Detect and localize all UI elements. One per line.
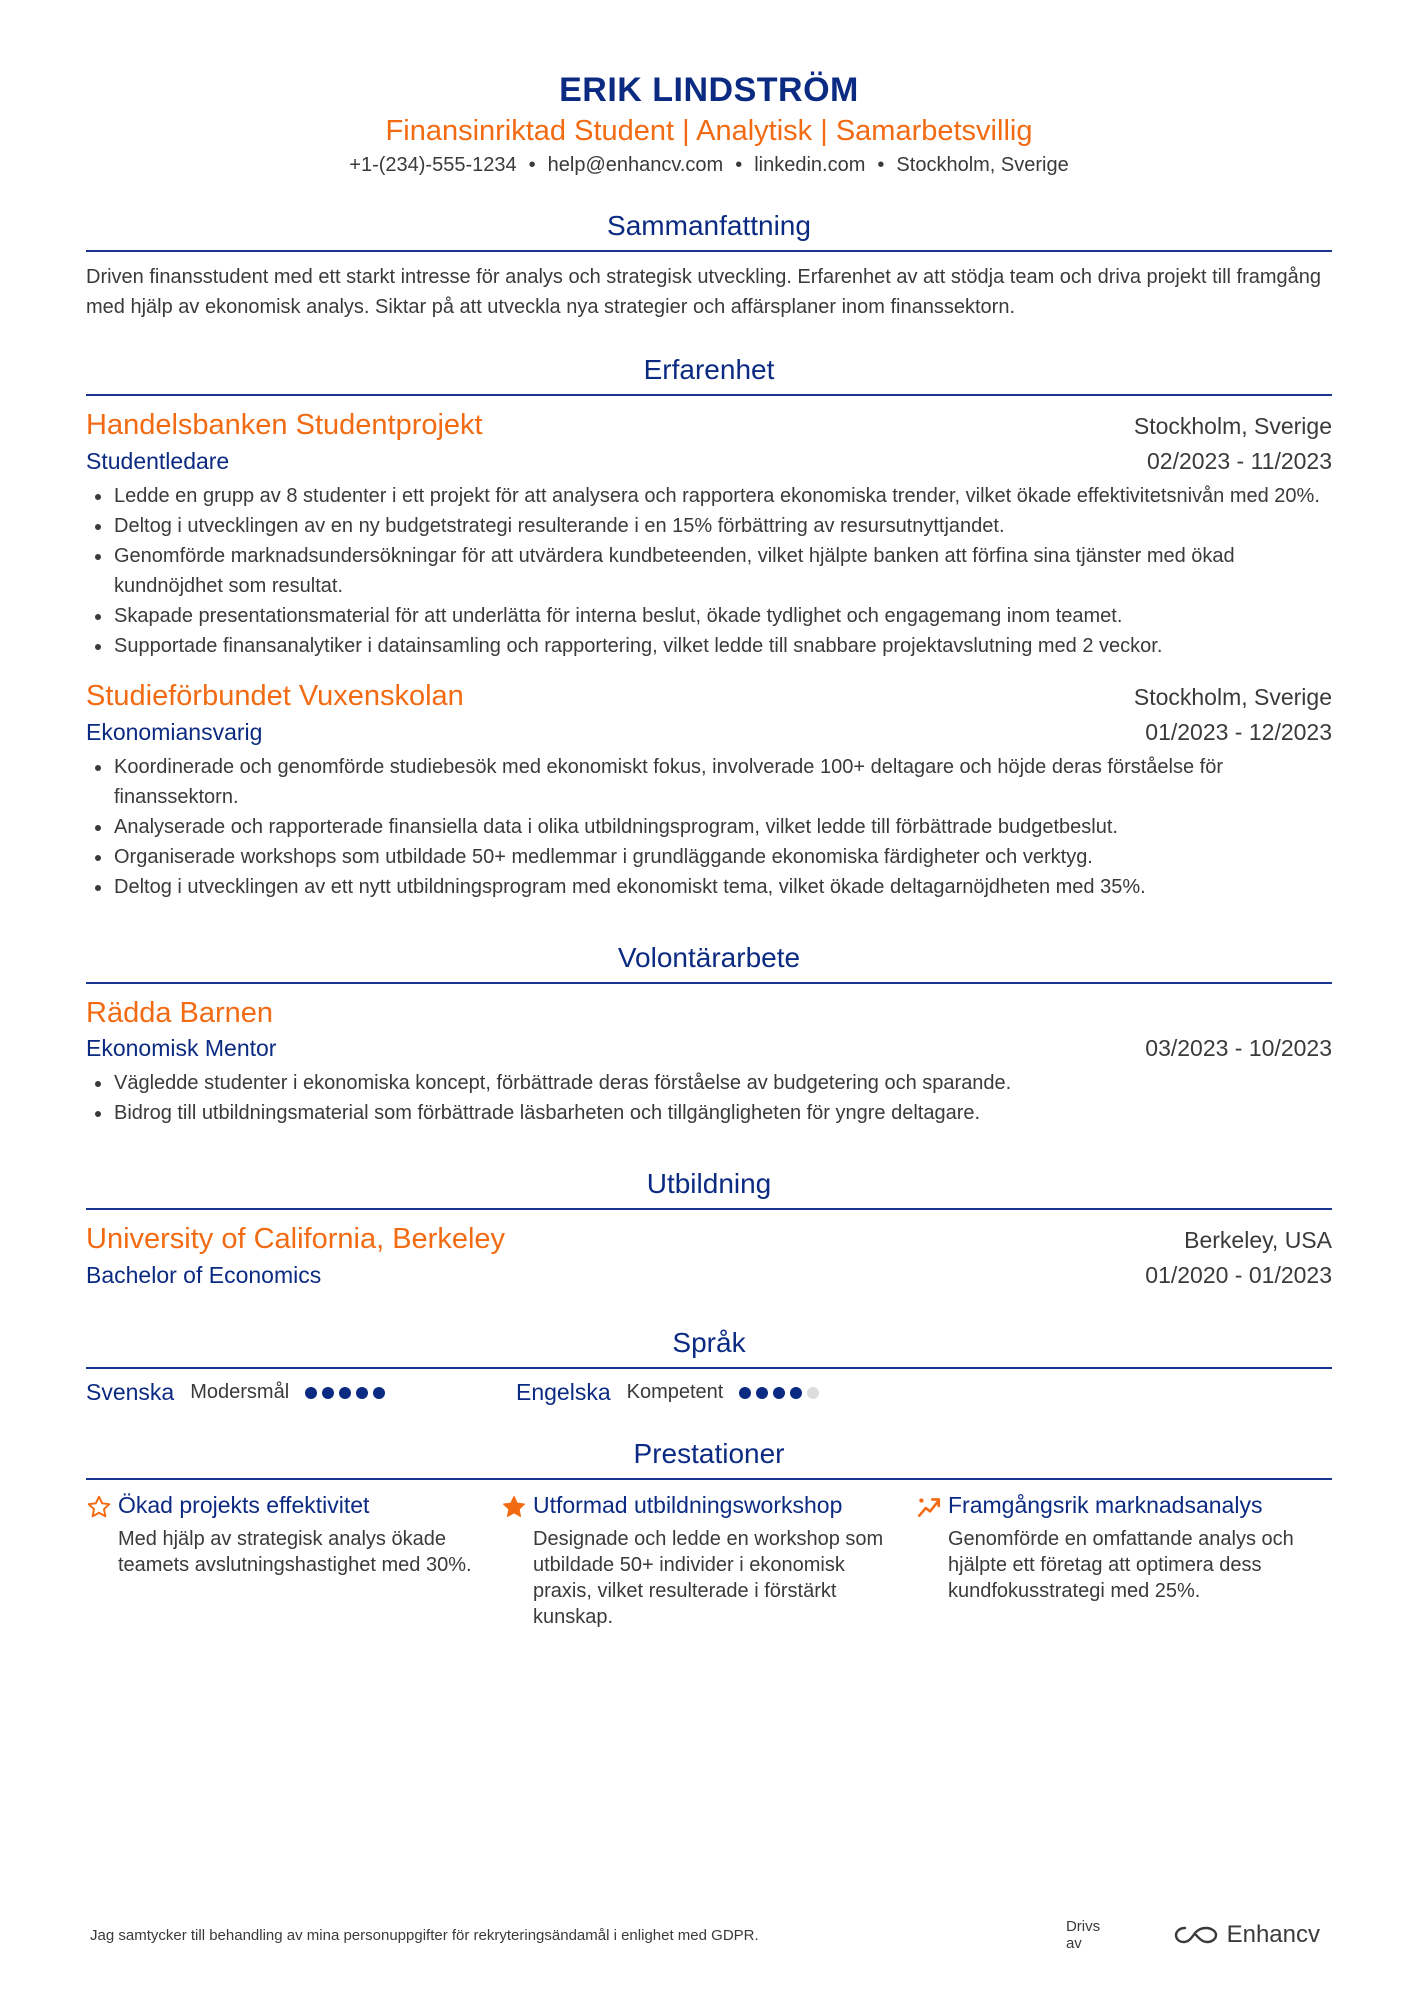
role-title: Studentledare: [86, 448, 230, 474]
achievement-desc: Designade och ledde en workshop som utbildade 50+ individer i ekonomisk praxis, vilket resulterade i förstärkt kunskap.: [533, 1528, 884, 1628]
language-item: [516, 1379, 946, 1406]
org-name: Studieförbundet Vuxenskolan: [86, 680, 464, 712]
achievement-item: [501, 1490, 916, 1630]
language-name: Engelska: [516, 1379, 611, 1405]
language-item: [86, 1379, 516, 1406]
section-title: Sammanfattning: [86, 208, 1332, 252]
bullet-item: Analyserade och rapporterade finansiella data i olika utbildningsprogram, vilket ledde till förbättrade budgetbeslut.: [86, 812, 1332, 842]
bullet-item: Organiserade workshops som utbildade 50+ medlemmar i grundläggande ekonomiska färdigheter och verktyg.: [86, 842, 1332, 872]
bullet-item: Deltog i utvecklingen av ett nytt utbildningsprogram med ekonomiskt tema, vilket ökade deltagarnöjdheten med 35%.: [86, 872, 1332, 902]
separator: •: [528, 154, 536, 176]
section-title: Utbildning: [86, 1166, 1332, 1210]
language-list: [86, 1379, 1332, 1406]
resume-page: [86, 70, 1332, 1630]
enhancv-logo-icon: [1173, 1924, 1219, 1946]
experience-entry: [86, 677, 1332, 902]
tagline: Finansinriktad Student | Analytisk | Samarbetsvillig: [385, 115, 1033, 147]
bullet-item: Ledde en grupp av 8 studenter i ett projekt för att analysera och rapportera ekonomiska trender, vilket ökade effektivitetsnivån med 20%.: [86, 481, 1332, 511]
contact-line: [86, 152, 1332, 178]
brand-name: Enhancv: [1226, 1921, 1320, 1948]
separator: •: [735, 154, 743, 176]
role-title: Ekonomisk Mentor: [86, 1035, 277, 1061]
summary-section: [86, 208, 1332, 322]
location: Stockholm, Sverige: [896, 154, 1069, 176]
achievement-list: [86, 1490, 1332, 1630]
org-name: Handelsbanken Studentprojekt: [86, 409, 483, 441]
separator: •: [877, 154, 885, 176]
rating-dot-filled: [305, 1387, 317, 1399]
powered-by: Drivs av: [1065, 1918, 1101, 1952]
language-name: Svenska: [86, 1379, 175, 1405]
rating-dot-filled: [339, 1387, 351, 1399]
bullet-item: Skapade presentationsmaterial för att underlätta för interna beslut, ökade tydlighet och engagemang inom teamet.: [86, 601, 1332, 631]
footer: [90, 1915, 1320, 1955]
rating-dot-filled: [322, 1387, 334, 1399]
achievement-desc: Med hjälp av strategisk analys ökade teamets avslutningshastighet med 30%.: [118, 1528, 472, 1576]
rating-dot-filled: [356, 1387, 368, 1399]
school-name: University of California, Berkeley: [86, 1223, 506, 1255]
trend-icon: [916, 1490, 948, 1630]
education-entry: [86, 1220, 1332, 1291]
rating-dot-filled: [790, 1387, 802, 1399]
language-rating: [305, 1387, 390, 1399]
linkedin[interactable]: linkedin.com: [754, 154, 866, 176]
org-name: Rädda Barnen: [86, 997, 274, 1029]
achievements-section: [86, 1436, 1332, 1630]
rating-dot-empty: [807, 1387, 819, 1399]
bullet-item: Vägledde studenter i ekonomiska koncept, förbättrade deras förståelse av budgetering och sparande.: [86, 1068, 1332, 1098]
entry-location: Stockholm, Sverige: [1133, 684, 1332, 710]
section-title: Språk: [86, 1325, 1332, 1369]
bullet-list: [86, 752, 1332, 902]
achievement-title: Utformad utbildningsworkshop: [533, 1492, 843, 1518]
achievement-item: [916, 1490, 1331, 1630]
resume-header: [86, 70, 1332, 178]
rating-dot-filled: [773, 1387, 785, 1399]
summary-text: Driven finansstudent med ett starkt intresse för analys och strategisk utveckling. Erfarenhet av att stödja team och driva projekt till framgång med hjälp av ekonomisk analys. Siktar på att utveckla nya strategier och affärsplaner inom finanssektorn.: [86, 266, 1322, 318]
entry-dates: 02/2023 - 11/2023: [1146, 448, 1332, 474]
star-filled-icon: [501, 1490, 533, 1630]
education-section: [86, 1166, 1332, 1291]
brand-logo[interactable]: [1173, 1921, 1320, 1949]
volunteer-entry: [86, 994, 1332, 1128]
role-title: Ekonomiansvarig: [86, 719, 263, 745]
rating-dot-filled: [739, 1387, 751, 1399]
bullet-item: Koordinerade och genomförde studiebesök med ekonomiskt fokus, involverade 100+ deltagare och höjde deras förståelse för finanssektorn.: [86, 752, 1332, 812]
phone[interactable]: +1-(234)-555-1234: [349, 154, 517, 176]
language-level: Kompetent: [626, 1381, 724, 1403]
entry-location: Berkeley, USA: [1184, 1227, 1332, 1253]
section-title: Erfarenhet: [86, 352, 1332, 396]
section-title: Prestationer: [86, 1436, 1332, 1480]
achievement-item: [86, 1490, 501, 1630]
degree: Bachelor of Economics: [86, 1262, 322, 1288]
email[interactable]: help@enhancv.com: [547, 154, 724, 176]
achievement-desc: Genomförde en omfattande analys och hjälpte ett företag att optimera dess kundfokusstrategi med 25%.: [948, 1528, 1294, 1602]
entry-dates: 01/2020 - 01/2023: [1145, 1262, 1332, 1288]
language-level: Modersmål: [190, 1381, 290, 1403]
bullet-item: Deltog i utvecklingen av en ny budgetstrategi resulterande i en 15% förbättring av resursutnyttjandet.: [86, 511, 1332, 541]
achievement-title: Ökad projekts effektivitet: [118, 1492, 370, 1518]
rating-dot-filled: [756, 1387, 768, 1399]
bullet-list: [86, 481, 1332, 661]
bullet-item: Genomförde marknadsundersökningar för att utvärdera kundbeteenden, vilket hjälpte banken att förfina sina tjänster med ökad kundnöjdhet som resultat.: [86, 541, 1332, 601]
entry-dates: 01/2023 - 12/2023: [1145, 719, 1332, 745]
language-rating: [739, 1387, 824, 1399]
languages-section: [86, 1325, 1332, 1406]
section-title: Volontärarbete: [86, 940, 1332, 984]
candidate-name: ERIK LINDSTRÖM: [559, 71, 859, 109]
bullet-item: Bidrog till utbildningsmaterial som förbättrade läsbarheten och tillgängligheten för yngre deltagare.: [86, 1098, 1332, 1128]
bullet-list: [86, 1068, 1332, 1128]
star-outline-icon: [86, 1490, 118, 1630]
experience-section: [86, 352, 1332, 902]
bullet-item: Supportade finansanalytiker i datainsamling och rapportering, vilket ledde till snabbare projektavslutning med 2 veckor.: [86, 631, 1332, 661]
volunteer-section: [86, 940, 1332, 1128]
entry-dates: 03/2023 - 10/2023: [1145, 1035, 1332, 1061]
achievement-title: Framgångsrik marknadsanalys: [948, 1492, 1263, 1518]
rating-dot-filled: [373, 1387, 385, 1399]
experience-entry: [86, 406, 1332, 661]
entry-location: Stockholm, Sverige: [1133, 413, 1332, 439]
gdpr-consent: Jag samtycker till behandling av mina personuppgifter för rekryteringsändamål i enlighet med GDPR.: [90, 1926, 759, 1944]
